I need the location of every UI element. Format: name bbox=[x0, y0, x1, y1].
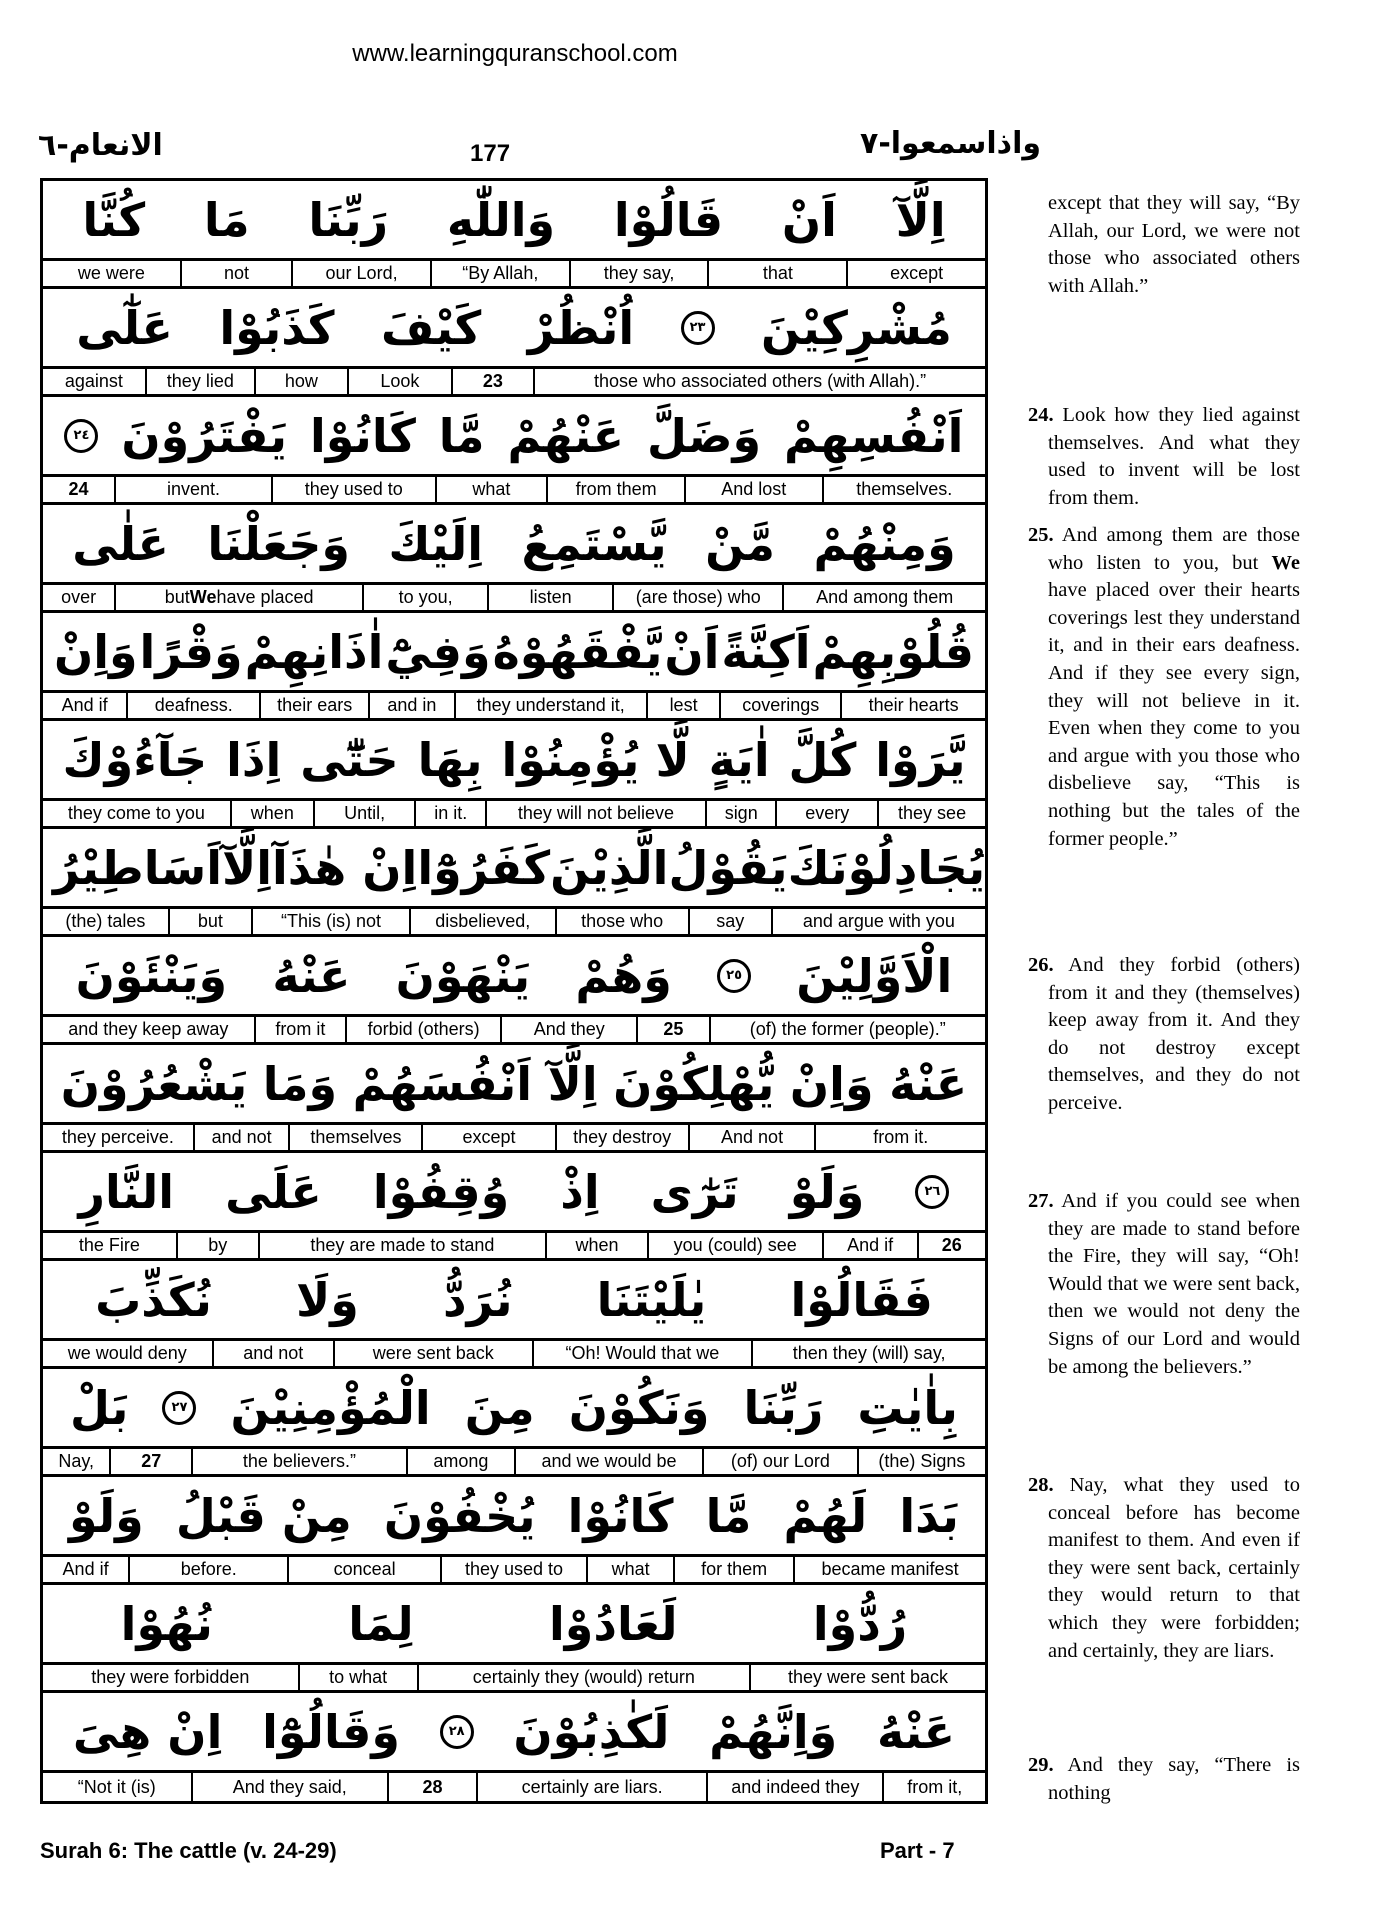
arabic-word: اَكِنَّةً bbox=[721, 624, 811, 679]
arabic-word: يَّفْقَهُوْهُ bbox=[492, 624, 663, 679]
arabic-row bbox=[43, 1261, 985, 1341]
arabic-word: عَلٰٓى bbox=[76, 300, 173, 355]
arabic-word: لَعَادُوْا bbox=[549, 1596, 678, 1651]
word-translation-cell: from it, bbox=[882, 1773, 985, 1801]
verse-number: 29. bbox=[1028, 1754, 1054, 1776]
arabic-word: وَهُمْ bbox=[575, 948, 672, 1003]
word-translation-cell: (of) the former (people).” bbox=[709, 1017, 986, 1042]
word-translation-cell: from them bbox=[546, 477, 684, 502]
arabic-word: اِنْ هٰذَآ bbox=[272, 840, 418, 895]
arabic-word: وَلَا bbox=[296, 1272, 359, 1327]
arabic-word: يَّرَوْا bbox=[875, 732, 966, 787]
arabic-word: اِذْ bbox=[560, 1164, 600, 1219]
verse-number: 24. bbox=[1028, 404, 1054, 426]
translation-row bbox=[43, 1449, 985, 1477]
verse-number-cell: 23 bbox=[451, 369, 533, 394]
verse-text: Look how they lied against themselves. And what they used to invent will be lost from them. bbox=[1048, 404, 1301, 509]
word-translation-cell: certainly are liars. bbox=[476, 1773, 706, 1801]
word-translation-cell: to what bbox=[298, 1665, 417, 1690]
arabic-word: مُشْرِكِيْنَ bbox=[760, 300, 952, 355]
word-translation-cell: they say, bbox=[569, 261, 708, 286]
word-translation-cell: they lied bbox=[145, 369, 254, 394]
verse-number-cell: 26 bbox=[917, 1233, 985, 1258]
word-translation-cell: were sent back bbox=[333, 1341, 532, 1366]
verse-number-marker: ٢٧ bbox=[162, 1391, 196, 1425]
arabic-word: اَنْ bbox=[664, 624, 720, 679]
word-translation-cell: our Lord, bbox=[291, 261, 430, 286]
arabic-row bbox=[43, 829, 985, 909]
arabic-word: وَلَوْ bbox=[69, 1488, 144, 1543]
word-translation-cell: coverings bbox=[719, 693, 840, 718]
arabic-word: وُقِفُوْا bbox=[372, 1164, 510, 1219]
arabic-word: اِنْ هِىَ bbox=[72, 1704, 223, 1759]
word-translation-cell: they used to bbox=[271, 477, 434, 502]
word-translation-cell: they used to bbox=[440, 1557, 586, 1582]
arabic-row bbox=[43, 1693, 985, 1773]
arabic-word: عَلَى bbox=[225, 1164, 322, 1219]
word-translation-cell: and argue with you bbox=[771, 909, 985, 934]
arabic-word: يَنْهَوْنَ bbox=[395, 948, 531, 1003]
arabic-word: مَا bbox=[203, 192, 250, 247]
verse-number-cell: 25 bbox=[636, 1017, 708, 1042]
translation-row bbox=[43, 369, 985, 397]
verse-number-marker: ٢٦ bbox=[915, 1175, 949, 1209]
word-translation-cell: “This (is) not bbox=[251, 909, 409, 934]
word-translation-cell: they are made to stand bbox=[258, 1233, 546, 1258]
arabic-word: وَاِنْ bbox=[789, 1056, 874, 1111]
arabic-word: حَتّٰٓى bbox=[300, 732, 399, 787]
word-translation-cell: disbelieved, bbox=[409, 909, 555, 934]
word-translation-cell: we were bbox=[77, 263, 145, 283]
arabic-word: وَلَوْ bbox=[789, 1164, 865, 1219]
translation-row bbox=[43, 801, 985, 829]
arabic-word: لِمَا bbox=[348, 1596, 414, 1651]
arabic-word: فَقَالُوْا bbox=[790, 1272, 933, 1327]
verse-number-cell: 27 bbox=[109, 1449, 191, 1474]
word-translation-cell: they see bbox=[877, 801, 985, 826]
word-translation-cell: conceal bbox=[287, 1557, 440, 1582]
verse-number: 25. bbox=[1028, 524, 1054, 546]
arabic-word: وَاِنَّهُمْ bbox=[709, 1704, 838, 1759]
arabic-word: اِلَّآ bbox=[547, 1056, 598, 1111]
arabic-word: اٰيَةٍ bbox=[708, 732, 770, 787]
arabic-word: يُخْفُوْنَ bbox=[383, 1488, 536, 1543]
website-url: www.learningquranschool.com bbox=[352, 40, 678, 67]
verse-number-marker: ٢٥ bbox=[717, 959, 751, 993]
arabic-row bbox=[43, 1153, 985, 1233]
arabic-row bbox=[43, 721, 985, 801]
verse-text: except that they will say, “By Allah, our Lord, we were not those who associated others with Allah.” bbox=[1048, 192, 1300, 297]
word-translation-cell: to you, bbox=[362, 585, 487, 610]
arabic-row bbox=[43, 505, 985, 585]
verse-number-marker: ٢٤ bbox=[64, 419, 98, 453]
word-translation-cell: you (could) see bbox=[647, 1233, 822, 1258]
word-translation-cell: they were forbidden bbox=[91, 1667, 250, 1687]
verse-number: 28. bbox=[1028, 1474, 1054, 1496]
arabic-word: وَمِنْهُمْ bbox=[813, 516, 956, 571]
word-translation-cell: forbid (others) bbox=[345, 1017, 500, 1042]
word-translation-cell: and they keep away bbox=[68, 1019, 229, 1039]
arabic-word: مَّا bbox=[705, 1488, 752, 1543]
word-translation-cell: and not bbox=[212, 1341, 333, 1366]
translation-row bbox=[43, 1017, 985, 1045]
word-translation-cell: “Not it (is) bbox=[77, 1776, 156, 1797]
arabic-word: رَبِّنَا bbox=[308, 192, 389, 247]
arabic-word: يَقُوْلُ bbox=[668, 840, 788, 895]
word-translation-cell: (of) our Lord bbox=[702, 1449, 857, 1474]
arabic-word: اُنْظُرْ bbox=[527, 300, 635, 355]
word-translation-cell: they were sent back bbox=[749, 1665, 985, 1690]
verse-text: And if you could see when they are made to stand before the Fire, they will say, “Oh! Would that we were sent back, then we would not deny the Signs of our Lord and would be among the believers.” bbox=[1048, 1190, 1300, 1378]
arabic-word: وَجَعَلْنَا bbox=[207, 516, 350, 571]
word-translation-cell: those who associated others (with Allah).” bbox=[533, 369, 985, 394]
word-translation-cell: Look bbox=[347, 369, 451, 394]
word-translation-cell: among bbox=[406, 1449, 514, 1474]
word-translation-cell: themselves bbox=[288, 1125, 421, 1150]
arabic-word: مِنْ قَبْلُ bbox=[175, 1488, 352, 1543]
word-translation-cell: they destroy bbox=[555, 1125, 688, 1150]
word-translation-cell: invent. bbox=[114, 477, 271, 502]
verse-number-marker: ٢٨ bbox=[440, 1715, 474, 1749]
word-translation-cell: and indeed they bbox=[706, 1773, 882, 1801]
word-translation-cell: And if bbox=[62, 1559, 109, 1579]
word-translation-cell: but We have placed bbox=[114, 585, 362, 610]
translation-row bbox=[43, 1233, 985, 1261]
arabic-word: اِلَّآ bbox=[222, 840, 273, 895]
arabic-word: وَاِنْ bbox=[53, 624, 138, 679]
word-translation-cell: and we would be bbox=[514, 1449, 702, 1474]
arabic-word: يُّهْلِكُوْنَ bbox=[613, 1056, 775, 1111]
word-translation-cell: And if bbox=[61, 695, 108, 715]
word-translation-cell: but bbox=[168, 909, 251, 934]
translation-row bbox=[43, 1557, 985, 1585]
word-translation-cell: became manifest bbox=[793, 1557, 985, 1582]
word-translation-cell: the believers.” bbox=[191, 1449, 406, 1474]
verse-translation bbox=[1028, 1188, 1300, 1381]
arabic-word: بَدَا bbox=[899, 1488, 959, 1543]
arabic-word: الْاَوَّلِيْنَ bbox=[796, 948, 953, 1003]
arabic-word: قُلُوْبِهِمْ bbox=[812, 624, 974, 679]
translation-row bbox=[43, 261, 985, 289]
verse-number-cell: 28 bbox=[387, 1773, 476, 1801]
word-translation-cell: “Oh! Would that we bbox=[532, 1341, 752, 1366]
word-translation-cell: from it. bbox=[814, 1125, 985, 1150]
word-translation-cell: their ears bbox=[259, 693, 368, 718]
word-translation-cell: (the) tales bbox=[65, 911, 146, 931]
arabic-word: مَّنْ bbox=[705, 516, 775, 571]
arabic-word: جَآءُوْكَ bbox=[62, 732, 208, 787]
arabic-word: عَنْهُمْ bbox=[507, 408, 625, 463]
arabic-word: كُنَّا bbox=[82, 192, 146, 247]
arabic-word: وَمَا bbox=[262, 1056, 338, 1111]
arabic-word: تَرٰٓى bbox=[650, 1164, 739, 1219]
word-translation-cell: not bbox=[180, 261, 291, 286]
verse-number: 27. bbox=[1028, 1190, 1054, 1212]
translation-row bbox=[43, 477, 985, 505]
word-translation-cell: And if bbox=[822, 1233, 917, 1258]
arabic-word: كَفَرُوْٓا bbox=[417, 840, 551, 895]
verse-translation bbox=[1028, 402, 1300, 512]
arabic-row bbox=[43, 289, 985, 369]
arabic-word: عَنْهُ bbox=[889, 1056, 968, 1111]
word-translation-cell: before. bbox=[128, 1557, 287, 1582]
arabic-word: كَانُوْا bbox=[567, 1488, 674, 1543]
arabic-row bbox=[43, 937, 985, 1017]
arabic-word: مِنَ bbox=[464, 1380, 535, 1435]
verse-translation bbox=[1028, 952, 1300, 1118]
arabic-word: يَشْعُرُوْنَ bbox=[60, 1056, 248, 1111]
arabic-word: كَيْفَ bbox=[380, 300, 482, 355]
word-translation-cell: the Fire bbox=[78, 1235, 140, 1255]
arabic-word: رَبِّنَا bbox=[743, 1380, 824, 1435]
word-translation-cell: from it bbox=[254, 1017, 345, 1042]
arabic-word: بَلْ bbox=[70, 1380, 129, 1435]
word-translation-cell: except bbox=[421, 1125, 554, 1150]
word-translation-cell: what bbox=[586, 1557, 673, 1582]
arabic-word: بِهَا bbox=[417, 732, 483, 787]
arabic-word: يُجَادِلُوْنَكَ bbox=[787, 840, 986, 895]
word-translation-cell: Nay, bbox=[58, 1451, 95, 1471]
word-translation-cell: those who bbox=[555, 909, 688, 934]
arabic-word: لَّا يُؤْمِنُوْا bbox=[501, 732, 690, 787]
word-by-word-table bbox=[40, 178, 988, 1804]
word-translation-cell: they come to you bbox=[67, 803, 205, 823]
verse-number-marker: ٢٣ bbox=[681, 311, 715, 345]
word-translation-cell: sign bbox=[705, 801, 776, 826]
translation-row bbox=[43, 585, 985, 613]
translation-row bbox=[43, 909, 985, 937]
word-translation-cell: And not bbox=[688, 1125, 815, 1150]
word-translation-cell: we would deny bbox=[67, 1343, 187, 1363]
arabic-word: كَذَبُوْا bbox=[219, 300, 335, 355]
word-translation-cell: then they (will) say, bbox=[751, 1341, 985, 1366]
word-translation-cell: say bbox=[688, 909, 771, 934]
word-translation-cell: and in bbox=[368, 693, 453, 718]
arabic-row bbox=[43, 1477, 985, 1557]
arabic-word: الْمُؤْمِنِيْنَ bbox=[230, 1380, 431, 1435]
word-translation-cell: when bbox=[545, 1233, 647, 1258]
arabic-row bbox=[43, 1369, 985, 1449]
word-translation-cell: they will not believe bbox=[485, 801, 705, 826]
verse-number: 26. bbox=[1028, 954, 1054, 976]
arabic-word: وَاللّٰهِ bbox=[446, 192, 556, 247]
verse-translation bbox=[1028, 522, 1300, 853]
word-translation-cell: And they bbox=[500, 1017, 636, 1042]
verse-text: And they say, “There is nothing bbox=[1048, 1754, 1300, 1804]
arabic-word: اَنْفُسَهُمْ bbox=[352, 1056, 533, 1111]
arabic-word: نُهُوْا bbox=[120, 1596, 213, 1651]
word-translation-cell: lest bbox=[646, 693, 719, 718]
arabic-word: وَضَلَّ bbox=[647, 408, 762, 463]
translation-row bbox=[43, 1773, 985, 1801]
arabic-word: قَالُوْا bbox=[613, 192, 724, 247]
word-translation-cell: over bbox=[61, 587, 97, 607]
translation-row bbox=[43, 1665, 985, 1693]
word-translation-cell: in it. bbox=[414, 801, 485, 826]
word-translation-cell: that bbox=[707, 261, 846, 286]
part-footer-label: Part - 7 bbox=[880, 1838, 955, 1863]
word-translation-cell: (are those) who bbox=[612, 585, 782, 610]
arabic-row bbox=[43, 181, 985, 261]
arabic-word: عَنْهُ bbox=[876, 1704, 956, 1759]
arabic-word: الَّذِيْنَ bbox=[550, 840, 669, 895]
verse-text: And among them are those who listen to you, but We have placed over their hearts coverings lest they understand it, and in their ears deafness. And if they see every sign, they will not believe in it. Even when they come to you and argue with you those who disbelieve say, “This is nothing but the tales of the former people.” bbox=[1048, 524, 1300, 850]
arabic-word: اَنْفُسِهِمْ bbox=[784, 408, 964, 463]
word-translation-cell: their hearts bbox=[840, 693, 985, 718]
arabic-word: وَنَكُوْنَ bbox=[568, 1380, 710, 1435]
arabic-word: اِلَّآ bbox=[895, 192, 946, 247]
word-translation-cell: themselves. bbox=[822, 477, 985, 502]
word-translation-cell: Until, bbox=[313, 801, 415, 826]
page-number: 177 bbox=[470, 140, 511, 167]
word-translation-cell: certainly they (would) return bbox=[417, 1665, 749, 1690]
word-translation-cell: And among them bbox=[782, 585, 985, 610]
arabic-word: وَفِيْٓ bbox=[385, 624, 491, 679]
arabic-word: بِاٰيٰتِ bbox=[857, 1380, 958, 1435]
arabic-word: نُرَدُّ bbox=[443, 1272, 513, 1327]
word-translation-cell: and not bbox=[193, 1125, 289, 1150]
surah-name-arabic: الانعام-٦ bbox=[38, 128, 163, 163]
arabic-word: اَنْ bbox=[781, 192, 837, 247]
arabic-row bbox=[43, 397, 985, 477]
arabic-word: وَيَنْئَوْنَ bbox=[75, 948, 228, 1003]
arabic-word: لَهُمْ bbox=[783, 1488, 868, 1543]
arabic-word: وَقَالُوْٓا bbox=[262, 1704, 400, 1759]
translation-row bbox=[43, 693, 985, 721]
arabic-word: النَّارِ bbox=[78, 1164, 175, 1219]
word-translation-cell: (the) Signs bbox=[857, 1449, 985, 1474]
arabic-word: اَسَاطِيْرُ bbox=[53, 840, 222, 895]
word-translation-cell: they understand it, bbox=[454, 693, 646, 718]
arabic-row bbox=[43, 1045, 985, 1125]
arabic-word: نُكَذِّبَ bbox=[95, 1272, 212, 1327]
arabic-word: مَّا bbox=[438, 408, 485, 463]
translation-row bbox=[43, 1125, 985, 1153]
arabic-row bbox=[43, 613, 985, 693]
arabic-word: يَّسْتَمِعُ bbox=[521, 516, 667, 571]
arabic-word: كُلَّ bbox=[788, 732, 857, 787]
word-translation-cell: every bbox=[775, 801, 877, 826]
word-translation-cell: how bbox=[254, 369, 347, 394]
arabic-row bbox=[43, 1585, 985, 1665]
word-translation-cell: listen bbox=[487, 585, 612, 610]
verse-translation bbox=[1028, 1472, 1300, 1665]
word-translation-cell: for them bbox=[673, 1557, 793, 1582]
surah-footer-label: Surah 6: The cattle (v. 24-29) bbox=[40, 1838, 337, 1863]
arabic-word: كَانُوْا bbox=[309, 408, 416, 463]
word-translation-cell: And lost bbox=[684, 477, 822, 502]
juz-name-arabic: واذاسمعوا-٧ bbox=[860, 126, 1042, 161]
arabic-word: اِذَا bbox=[226, 732, 282, 787]
verse-translation bbox=[1028, 190, 1300, 300]
arabic-word: يٰلَيْتَنَا bbox=[596, 1272, 707, 1327]
arabic-word: لَكٰذِبُوْنَ bbox=[513, 1704, 670, 1759]
verse-translation bbox=[1028, 1752, 1300, 1807]
verse-number-cell: 24 bbox=[68, 479, 89, 499]
arabic-word: رُدُّوْا bbox=[812, 1596, 908, 1651]
word-translation-cell: what bbox=[435, 477, 547, 502]
word-translation-cell: “By Allah, bbox=[430, 261, 569, 286]
arabic-word: عَلٰى bbox=[72, 516, 169, 571]
word-translation-cell: against bbox=[64, 371, 123, 391]
word-translation-cell: by bbox=[176, 1233, 258, 1258]
arabic-word: يَفْتَرُوْنَ bbox=[121, 408, 288, 463]
arabic-word: وَقْرًا bbox=[139, 624, 243, 679]
word-translation-cell: deafness. bbox=[126, 693, 259, 718]
word-translation-cell: when bbox=[230, 801, 313, 826]
arabic-word: عَنْهُ bbox=[272, 948, 351, 1003]
verse-text: Nay, what they used to conceal before has become manifest to them. And even if they were sent back, certainly they would return to that which they were forbidden; and certainly, they are liars. bbox=[1048, 1474, 1300, 1662]
arabic-word: اِلَيْكَ bbox=[388, 516, 484, 571]
arabic-word: اٰذَانِهِمْ bbox=[244, 624, 384, 679]
word-translation-cell: except bbox=[846, 261, 985, 286]
translation-row bbox=[43, 1341, 985, 1369]
word-translation-cell: they perceive. bbox=[61, 1127, 174, 1147]
word-translation-cell: And they said, bbox=[191, 1773, 387, 1801]
verse-text: And they forbid (others) from it and they (themselves) keep away from it. And they do not destroy except themselves, and they do not perceive. bbox=[1048, 954, 1301, 1114]
